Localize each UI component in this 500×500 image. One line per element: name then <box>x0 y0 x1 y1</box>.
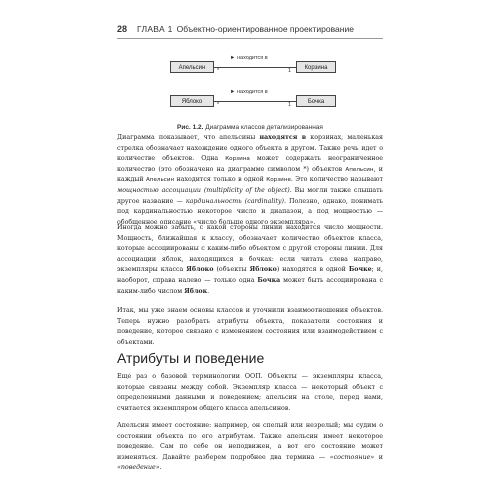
page-header <box>117 24 383 34</box>
text: . Вы могли также слышать другое название — <box>117 186 383 205</box>
text: , и каждый <box>117 165 383 184</box>
text-italic: мощностью ассоциации (multiplicity of the object) <box>117 186 290 194</box>
text: (объекты <box>213 266 250 274</box>
association-label-text: находится в <box>236 89 268 95</box>
text: Диаграмма показывает, что апельсины <box>117 134 260 141</box>
text-bold: Бочке <box>348 266 372 274</box>
class-box-barrel: Бочка <box>296 95 336 107</box>
text-bold: Яблок <box>184 287 208 295</box>
paragraph-2 <box>117 223 383 297</box>
figure-number: Рис. 1.2. <box>177 124 204 131</box>
text: Иногда можно забыть, с какой стороны линии находится число мощности. Мощность, ближайшая к классу, обозначает количество объектов класса, которые ассоциированы с каким-либо объектом с другой стороны линии. Для ассоциации яблок, находящихся в бочках: если читать слева направо, экземпляры класса <box>117 224 383 274</box>
chapter-label: ГЛАВА 1 <box>137 24 173 34</box>
code-term: Корзина <box>225 156 250 163</box>
text: . Полезно, однако, понимать под кардинальностью некоторое число и диапазон, а под мощностью — обобщенное описание «число больше одного экземпляра». <box>117 197 383 226</box>
text: может быть ассоциирована с каким-либо числом <box>117 276 383 295</box>
class-box-basket: Корзина <box>296 61 336 73</box>
figure-caption <box>117 124 383 131</box>
text: и <box>374 453 383 461</box>
code-term: Корзине <box>266 177 291 184</box>
paragraph-5 <box>117 421 383 474</box>
text-italic: кардинальность (cardinality) <box>185 197 284 205</box>
paragraph-1 <box>117 133 383 228</box>
code-term: Апельсин <box>145 177 175 184</box>
text: может содержать неограниченное количество (это обозначено на диаграмме символом *) объектов <box>117 155 383 173</box>
code-term: Апельсин <box>345 166 374 173</box>
text: . Это количество называют <box>290 176 384 184</box>
text-italic: «поведение» <box>117 464 160 472</box>
text: . <box>159 464 162 472</box>
class-box-apple: Яблоко <box>170 95 214 107</box>
multiplicity-right: 1 <box>288 68 292 74</box>
text: корзинах, маленькая стрелка обозначает нахождение одного объекта в другом. Также речь идет о количестве объектов. Одна <box>117 134 384 163</box>
uml-diagram <box>170 55 350 115</box>
header-rule <box>117 38 383 39</box>
multiplicity-left: * <box>217 68 220 74</box>
multiplicity-left: * <box>217 102 220 108</box>
chapter-title: Объектно-ориентированное проектирование <box>176 24 354 34</box>
text: ) находятся в одной <box>276 266 349 274</box>
class-box-orange: Апельсин <box>170 61 214 73</box>
page-number: 28 <box>117 24 128 34</box>
association-label: ► находится в <box>230 55 268 61</box>
paragraph-4: Еще раз о базовой терминологии ООП. Объекты — экземпляры класса, которые связаны между собой. Экземпляр класса — некоторый объект с определенными данными и поведением; апельсин на столе, перед нами, считается экземпляром общего класса апельсинов. <box>117 373 383 412</box>
text: . <box>207 287 210 295</box>
association-line <box>214 67 296 68</box>
text: ; и, наоборот, справа налево — только одна <box>117 266 383 284</box>
text-bold: Яблоко <box>249 266 277 274</box>
text-bold: Яблоко <box>186 266 214 274</box>
text: Апельсин имеет состояние: например, он спелый или незрелый; мы судим о состоянии объекта по его атрибутам. Также апельсин имеет некоторое поведение. Сам по себе он неподвижен, а вот его состояние может изменяться. Давайте разберем подробнее два термина — <box>117 422 383 461</box>
multiplicity-right: 1 <box>288 102 292 108</box>
figure-caption-text: Диаграмма классов детализированная <box>205 124 323 131</box>
text-italic: «состояние» <box>329 453 375 461</box>
paragraph-3: Итак, мы уже знаем основы классов и уточнили взаимоотношения объектов. Теперь нужно разобрать атрибуты объекта, показатели состояния и поведение, которое связано с изменением состояния или взаимодействием с объектами. <box>117 307 383 346</box>
association-label: ► находится в <box>230 89 268 95</box>
association-line <box>214 101 296 102</box>
text-bold: находятся в <box>259 134 307 141</box>
association-label-text: находится в <box>236 55 268 61</box>
text-bold: Бочка <box>257 276 281 284</box>
section-heading: Атрибуты и поведение <box>117 350 265 366</box>
text: находится только в одной <box>174 176 267 184</box>
